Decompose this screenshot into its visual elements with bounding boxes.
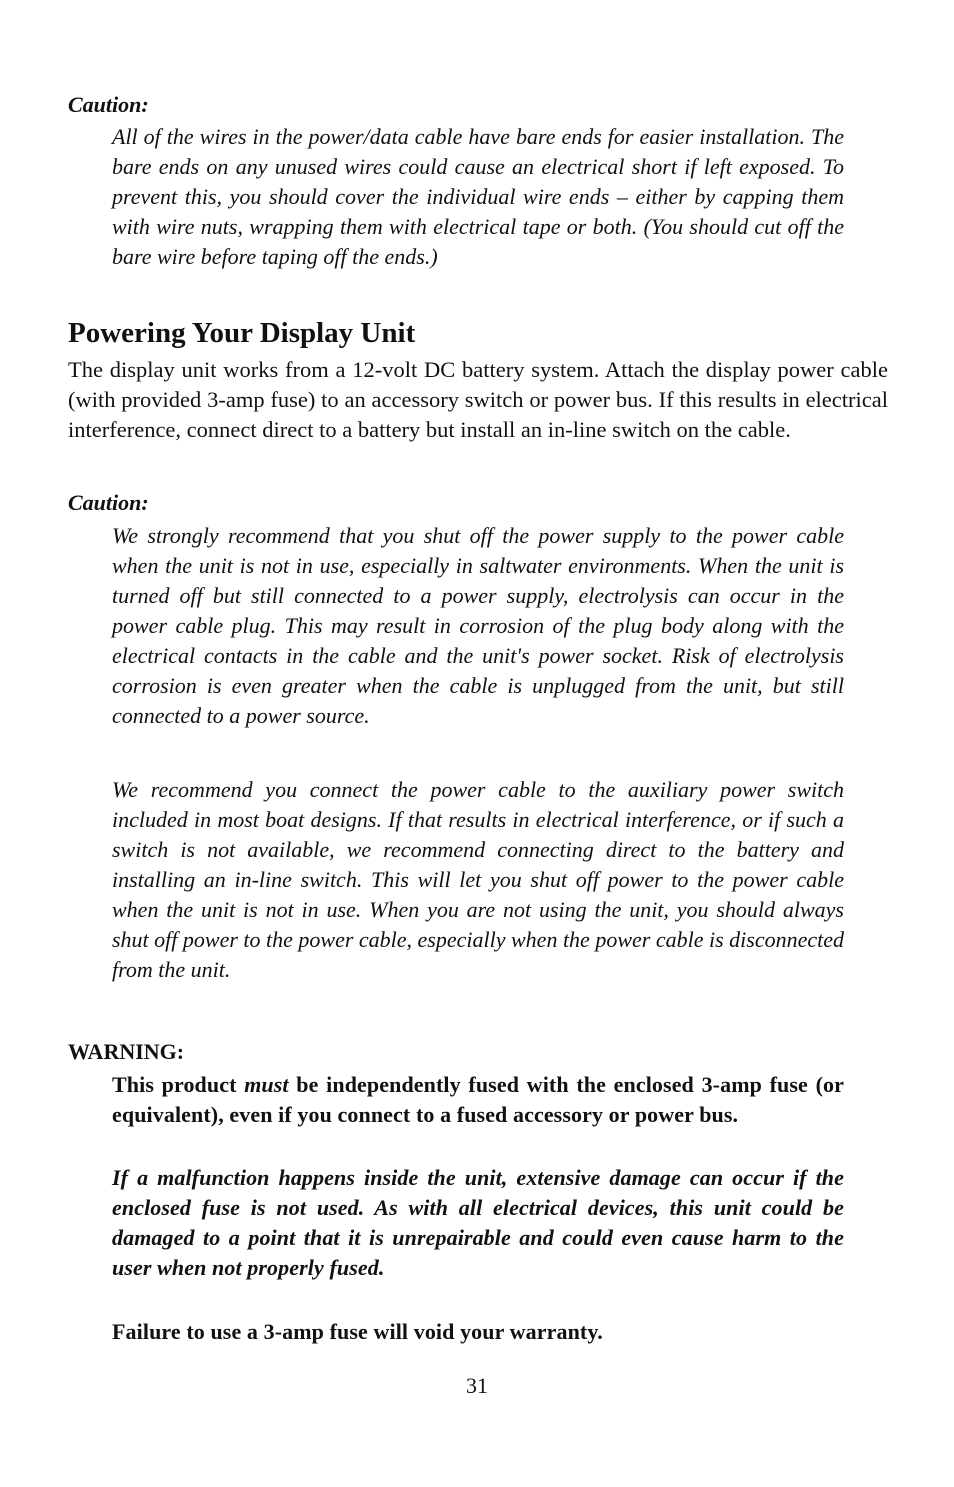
page-number: 31 [466,1373,488,1398]
warning-paragraph-1 [112,1070,844,1130]
caution-paragraph-1: We strongly recommend that you shut off the power supply to the power cable when the unit is not in use, especially in saltwater environments. When the unit is turned off but still connected to a power supply, electrolysis can occur in the power cable plug. This may result in corrosion of the plug body along with the electrical contacts in the cable and the unit's power socket. Risk of electrolysis corrosion is even greater when the cable is unplugged from the unit, but still connected to a power source. [112,523,844,728]
section-body: The display unit works from a 12-volt DC battery system. Attach the display power cable (with provided 3-amp fuse) to an accessory switch or power bus. If this results in electrical interference, connect direct to a battery but install an in-line switch on the cable. [68,357,888,442]
warning-text: This product [112,1072,245,1097]
caution-label: Caution: [68,92,149,117]
warning-emphasis: must [244,1072,289,1097]
warning-label: WARNING: [68,1039,185,1064]
caution-text: All of the wires in the power/data cable have bare ends for easier installation. The bare ends on any unused wires could cause an electrical short if left exposed. To prevent this, you should cover the individual wire ends – either by capping them with wire nuts, wrapping them with electrical tape or both. (You should cut off the bare wire before taping off the ends.) [112,124,844,269]
warning-paragraph-3: Failure to use a 3-amp fuse will void your warranty. [112,1319,603,1344]
caution-paragraph-2: We recommend you connect the power cable to the auxiliary power switch included in most boat designs. If that results in electrical interference, or if such a switch is not available, we recommend connecting direct to the battery and installing an in-line switch. This will let you shut off power to the power cable when the unit is not in use. When you are not using the unit, you should always shut off power to the power cable, especially when the power cable is disconnected from the unit. [112,777,844,982]
caution-label: Caution: [68,490,149,515]
warning-paragraph-2: If a malfunction happens inside the unit, extensive damage can occur if the enclosed fuse is not used. As with all electrical devices, this unit could be damaged to a point that it is unrepairable and could even cause harm to the user when not properly fused. [112,1165,844,1280]
section-heading: Powering Your Display Unit [68,317,416,349]
warning-text: be independently fused with the enclosed 3-amp fuse (or equivalent), even if you connect to a fused accessory or power bus. [112,1072,844,1127]
